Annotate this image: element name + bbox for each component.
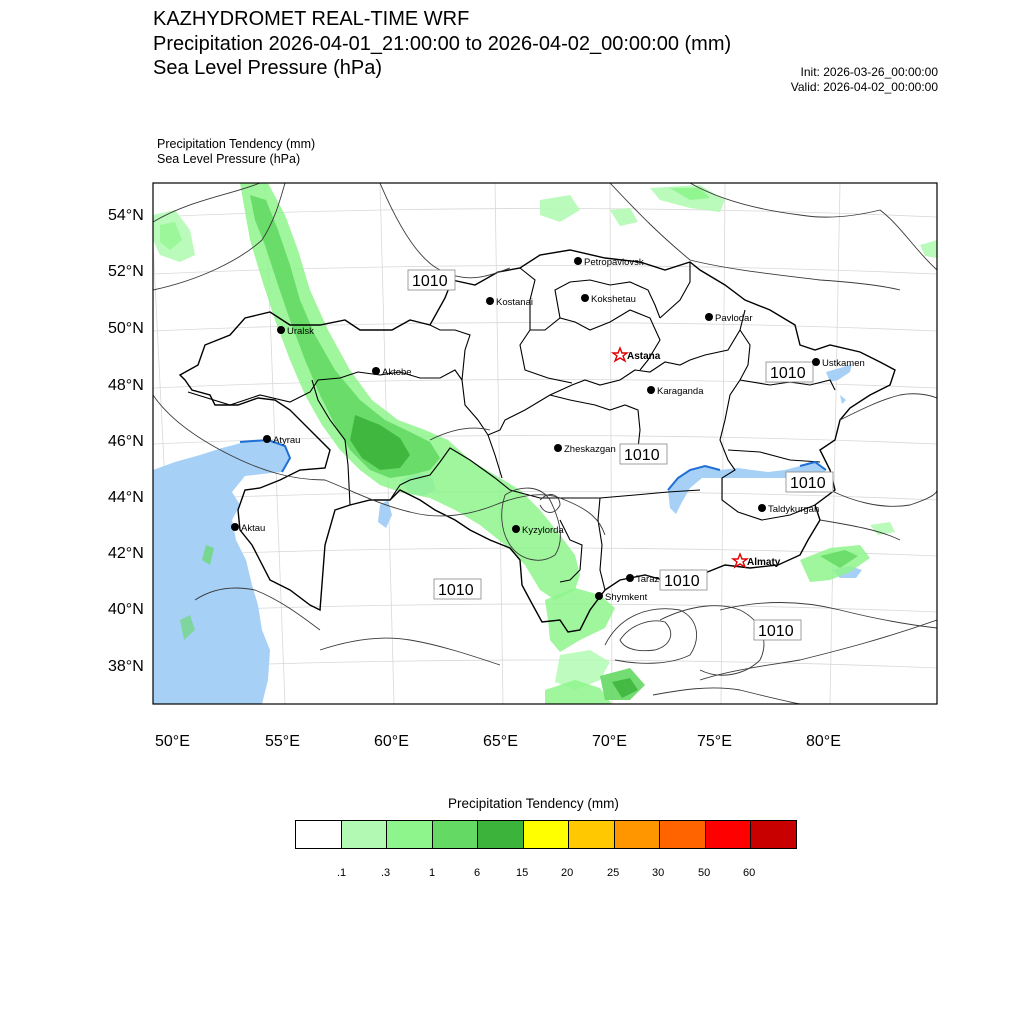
lon-tick: 60°E xyxy=(374,733,409,750)
city-label: Shymkent xyxy=(605,592,648,603)
title-line-2: Precipitation 2026-04-01_21:00:00 to 2026-04-02_00:00:00 (mm) xyxy=(153,33,732,55)
contour-label: 1010 xyxy=(624,447,660,464)
city-label: Ustkamen xyxy=(822,358,865,369)
lon-tick: 75°E xyxy=(697,733,732,750)
colorbar-label: 1 xyxy=(429,867,436,879)
city-label: Almaty xyxy=(747,557,781,568)
lat-tick: 42°N xyxy=(108,545,144,562)
lat-tick: 54°N xyxy=(108,207,144,224)
capital-star-icon xyxy=(613,348,627,361)
lon-tick: 50°E xyxy=(155,733,190,750)
city-marker xyxy=(626,574,634,582)
valid-time: Valid: 2026-04-02_00:00:00 xyxy=(790,80,938,94)
colorbar-swatch xyxy=(433,821,479,848)
city-marker xyxy=(277,326,285,334)
city-marker xyxy=(758,504,766,512)
colorbar-label: 6 xyxy=(474,867,481,879)
colorbar-label: 30 xyxy=(652,867,665,879)
contour-label: 1010 xyxy=(664,573,700,590)
colorbar-swatch xyxy=(751,821,796,848)
city-marker xyxy=(581,294,589,302)
contour-label: 1010 xyxy=(790,475,826,492)
colorbar-swatch xyxy=(296,821,342,848)
colorbar-label: 50 xyxy=(698,867,711,879)
contour-label: 1010 xyxy=(412,273,448,290)
city-label: Taldykurgan xyxy=(768,504,820,515)
city-label: Astana xyxy=(627,351,661,362)
lat-tick: 44°N xyxy=(108,489,144,506)
colorbar-label: .3 xyxy=(381,867,391,879)
city-label: Aktobe xyxy=(382,367,412,378)
init-time: Init: 2026-03-26_00:00:00 xyxy=(800,65,938,79)
caspian-sea xyxy=(153,440,290,704)
colorbar-swatch xyxy=(706,821,752,848)
lat-tick: 50°N xyxy=(108,320,144,337)
city-marker xyxy=(263,435,271,443)
city-label: Kyzylorda xyxy=(522,525,564,536)
city-marker xyxy=(372,367,380,375)
city-label: Taraz xyxy=(636,574,660,585)
contour-label: 1010 xyxy=(438,582,474,599)
city-label: Kokshetau xyxy=(591,294,636,305)
colorbar-swatch xyxy=(342,821,388,848)
colorbar-swatch xyxy=(387,821,433,848)
lat-tick: 46°N xyxy=(108,433,144,450)
lat-tick: 52°N xyxy=(108,263,144,280)
colorbar-title: Precipitation Tendency (mm) xyxy=(448,796,619,811)
colorbar-swatch xyxy=(615,821,661,848)
lat-tick: 40°N xyxy=(108,601,144,618)
lat-tick: 48°N xyxy=(108,377,144,394)
city-label: Kostanai xyxy=(496,297,533,308)
colorbar-swatch xyxy=(524,821,570,848)
colorbar-label: 20 xyxy=(561,867,574,879)
city-marker xyxy=(512,525,520,533)
city-marker xyxy=(554,444,562,452)
city-marker xyxy=(812,358,820,366)
lon-tick: 80°E xyxy=(806,733,841,750)
small-lake xyxy=(840,395,846,404)
city-label: Petropavlovsk xyxy=(584,257,644,268)
city-marker xyxy=(574,257,582,265)
city-label: Karaganda xyxy=(657,386,704,397)
colorbar-swatch xyxy=(660,821,706,848)
colorbar-swatch xyxy=(569,821,615,848)
lon-tick: 55°E xyxy=(265,733,300,750)
colorbar-label: .1 xyxy=(337,867,347,879)
city-label: Aktau xyxy=(241,523,266,534)
title-line-3: Sea Level Pressure (hPa) xyxy=(153,57,383,79)
city-marker xyxy=(231,523,239,531)
lon-tick: 70°E xyxy=(592,733,627,750)
capital-star-icon xyxy=(733,554,747,567)
lon-tick: 65°E xyxy=(483,733,518,750)
subtitle-line-1: Precipitation Tendency (mm) xyxy=(157,137,316,151)
title-line-1: KAZHYDROMET REAL-TIME WRF xyxy=(153,8,470,30)
city-marker xyxy=(705,313,713,321)
city-label: Uralsk xyxy=(287,326,314,337)
contour-label: 1010 xyxy=(758,623,794,640)
lat-tick: 38°N xyxy=(108,658,144,675)
city-label: Zheskazgan xyxy=(564,444,616,455)
city-label: Pavlodar xyxy=(715,313,753,324)
colorbar-label: 25 xyxy=(607,867,620,879)
contour-label: 1010 xyxy=(770,365,806,382)
subtitle-line-2: Sea Level Pressure (hPa) xyxy=(157,152,301,166)
colorbar xyxy=(295,820,797,849)
city-marker xyxy=(647,386,655,394)
colorbar-label: 15 xyxy=(516,867,529,879)
colorbar-swatch xyxy=(478,821,524,848)
city-label: Atyrau xyxy=(273,435,301,446)
colorbar-label: 60 xyxy=(743,867,756,879)
city-marker xyxy=(595,592,603,600)
city-marker xyxy=(486,297,494,305)
